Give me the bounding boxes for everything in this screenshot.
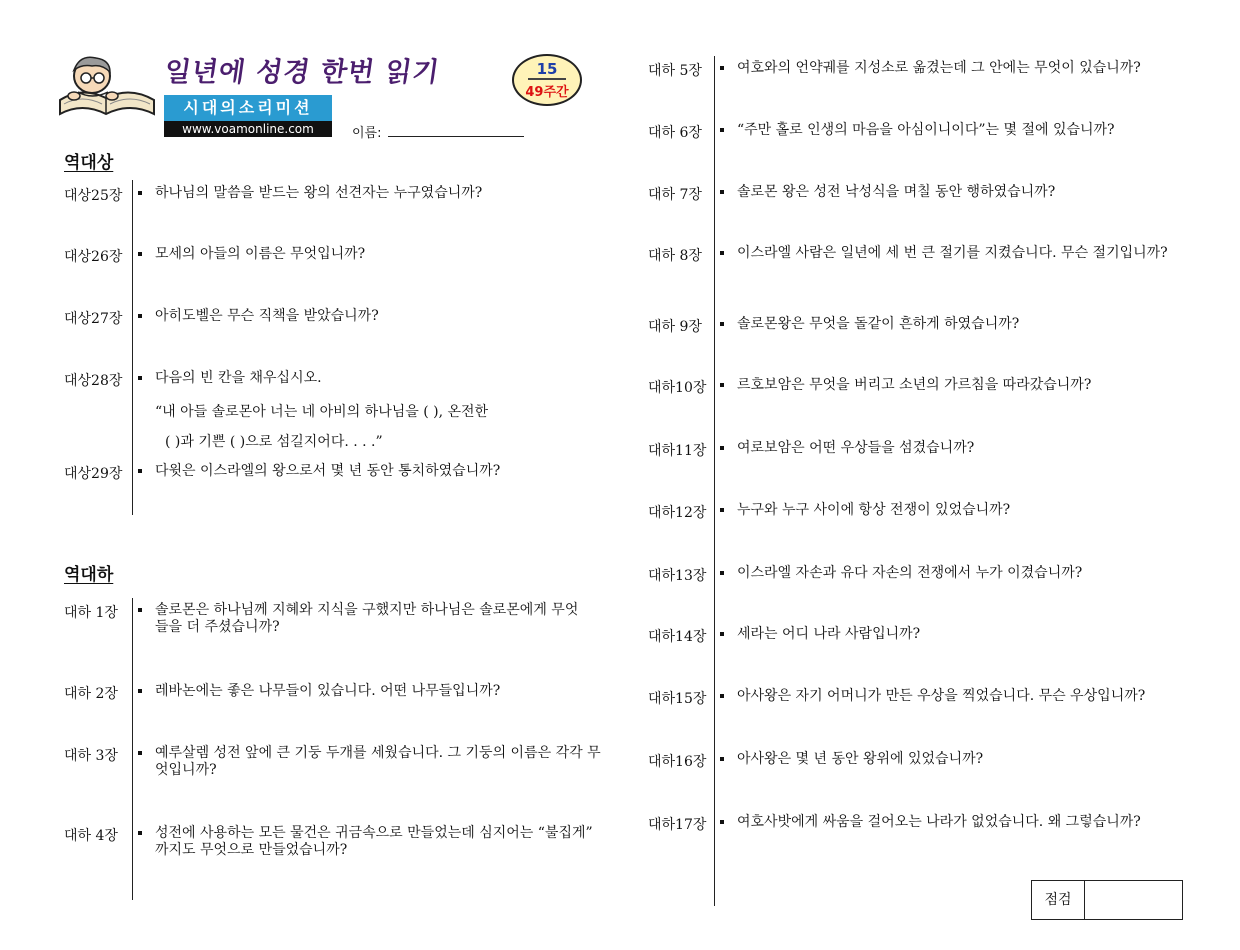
check-box[interactable] [1031, 880, 1183, 920]
question-label: 대상28장 [64, 373, 123, 389]
question-label: 대하 5장 [648, 63, 702, 79]
question-label: 대하13장 [648, 568, 707, 584]
question-text: 성전에 사용하는 모든 물건은 귀금속으로 만들었는데 심지어는 “불집게” 까지도 무엇으로 만들었습니까? [138, 825, 605, 859]
question-text: 이스라엘 사람은 일년에 세 번 큰 절기를 지켰습니다. 무슨 절기입니까? [720, 245, 1207, 262]
question-label: 대상25장 [64, 188, 123, 204]
fill-blank-line-1: “내 아들 솔로몬아 너는 네 아비의 하나님을 ( ), 온전한 [155, 404, 489, 420]
question-text: 누구와 누구 사이에 항상 전쟁이 있었습니까? [720, 502, 1227, 519]
question-label: 대하 3장 [64, 748, 118, 764]
question-text: 아히도벨은 무슨 직책을 받았습니까? [138, 308, 615, 325]
question-text: 레바논에는 좋은 나무들이 있습니다. 어떤 나무들입니까? [138, 683, 615, 700]
question-text: 다음의 빈 칸을 채우십시오. [138, 370, 615, 387]
question-text: 아사왕은 몇 년 동안 왕위에 있었습니까? [720, 751, 1227, 768]
question-text: 솔로몬 왕은 성전 낙성식을 며칠 동안 행하였습니까? [720, 184, 1227, 201]
brand-banner: 시대의소리미션 [164, 95, 332, 121]
question-label: 대상27장 [64, 311, 123, 327]
name-field-line[interactable] [388, 136, 524, 137]
question-text: 다윗은 이스라엘의 왕으로서 몇 년 동안 통치하였습니까? [138, 463, 615, 480]
question-text: 세라는 어디 나라 사람입니까? [720, 626, 1227, 643]
week-badge [512, 54, 582, 106]
badge-number: 15 [528, 60, 566, 80]
question-label: 대하 2장 [64, 686, 118, 702]
question-label: 대하16장 [648, 754, 707, 770]
question-text: 하나님의 말씀을 받드는 왕의 선견자는 누구였습니까? [138, 185, 615, 202]
right-divider [714, 56, 715, 906]
question-text: 모세의 아들의 이름은 무엇입니까? [138, 246, 615, 263]
page-title: 일년에 성경 한번 읽기 [162, 57, 442, 88]
question-text: 아사왕은 자기 어머니가 만든 우상을 찍었습니다. 무슨 우상입니까? [720, 688, 1237, 705]
question-text: 여호사밧에게 싸움을 걸어오는 나라가 없었습니다. 왜 그렇습니까? [720, 814, 1237, 831]
website-url: www.voamonline.com [164, 121, 332, 137]
question-label: 대하17장 [648, 817, 707, 833]
question-label: 대하15장 [648, 691, 707, 707]
question-label: 대상29장 [64, 466, 123, 482]
question-label: 대하 4장 [64, 828, 118, 844]
question-label: 대하 1장 [64, 605, 118, 621]
question-label: 대하 7장 [648, 187, 702, 203]
question-label: 대하 8장 [648, 248, 702, 264]
question-text: 솔로몬왕은 무엇을 돌같이 흔하게 하였습니까? [720, 316, 1227, 333]
check-label: 점검 [1032, 881, 1085, 919]
section-title-2chronicles: 역대하 [64, 565, 114, 585]
section-title-1chronicles: 역대상 [64, 153, 114, 173]
fill-blank-line-2: ( )과 기쁜 ( )으로 섬길지어다. . . .” [165, 434, 383, 450]
question-text: 여호와의 언약궤를 지성소로 옮겼는데 그 안에는 무엇이 있습니까? [720, 60, 1227, 77]
question-label: 대하11장 [648, 443, 707, 459]
left-divider-bottom [132, 598, 133, 900]
question-label: 대하14장 [648, 629, 707, 645]
question-text: 예루살렘 성전 앞에 큰 기둥 두개를 세웠습니다. 그 기둥의 이름은 각각 무엇입니까? [138, 745, 605, 779]
question-label: 대하12장 [648, 505, 707, 521]
question-label: 대상26장 [64, 249, 123, 265]
question-label: 대하 6장 [648, 125, 702, 141]
question-label: 대하 9장 [648, 319, 702, 335]
reading-man-illustration [52, 50, 160, 122]
left-divider-top [132, 180, 133, 515]
question-label: 대하10장 [648, 380, 707, 396]
question-text: 여로보암은 어떤 우상들을 섬겼습니까? [720, 440, 1227, 457]
badge-week: 49주간 [525, 85, 569, 100]
question-text: 르호보암은 무엇을 버리고 소년의 가르침을 따라갔습니까? [720, 377, 1227, 394]
question-text: 이스라엘 자손과 유다 자손의 전쟁에서 누가 이겼습니까? [720, 565, 1227, 582]
question-text: 솔로몬은 하나님께 지혜와 지식을 구했지만 하나님은 솔로몬에게 무엇들을 더 주셨습니까? [138, 602, 591, 636]
question-text: “주만 홀로 인생의 마음을 아심이니이다”는 몇 절에 있습니까? [720, 122, 1227, 139]
name-label: 이름: [352, 126, 382, 141]
